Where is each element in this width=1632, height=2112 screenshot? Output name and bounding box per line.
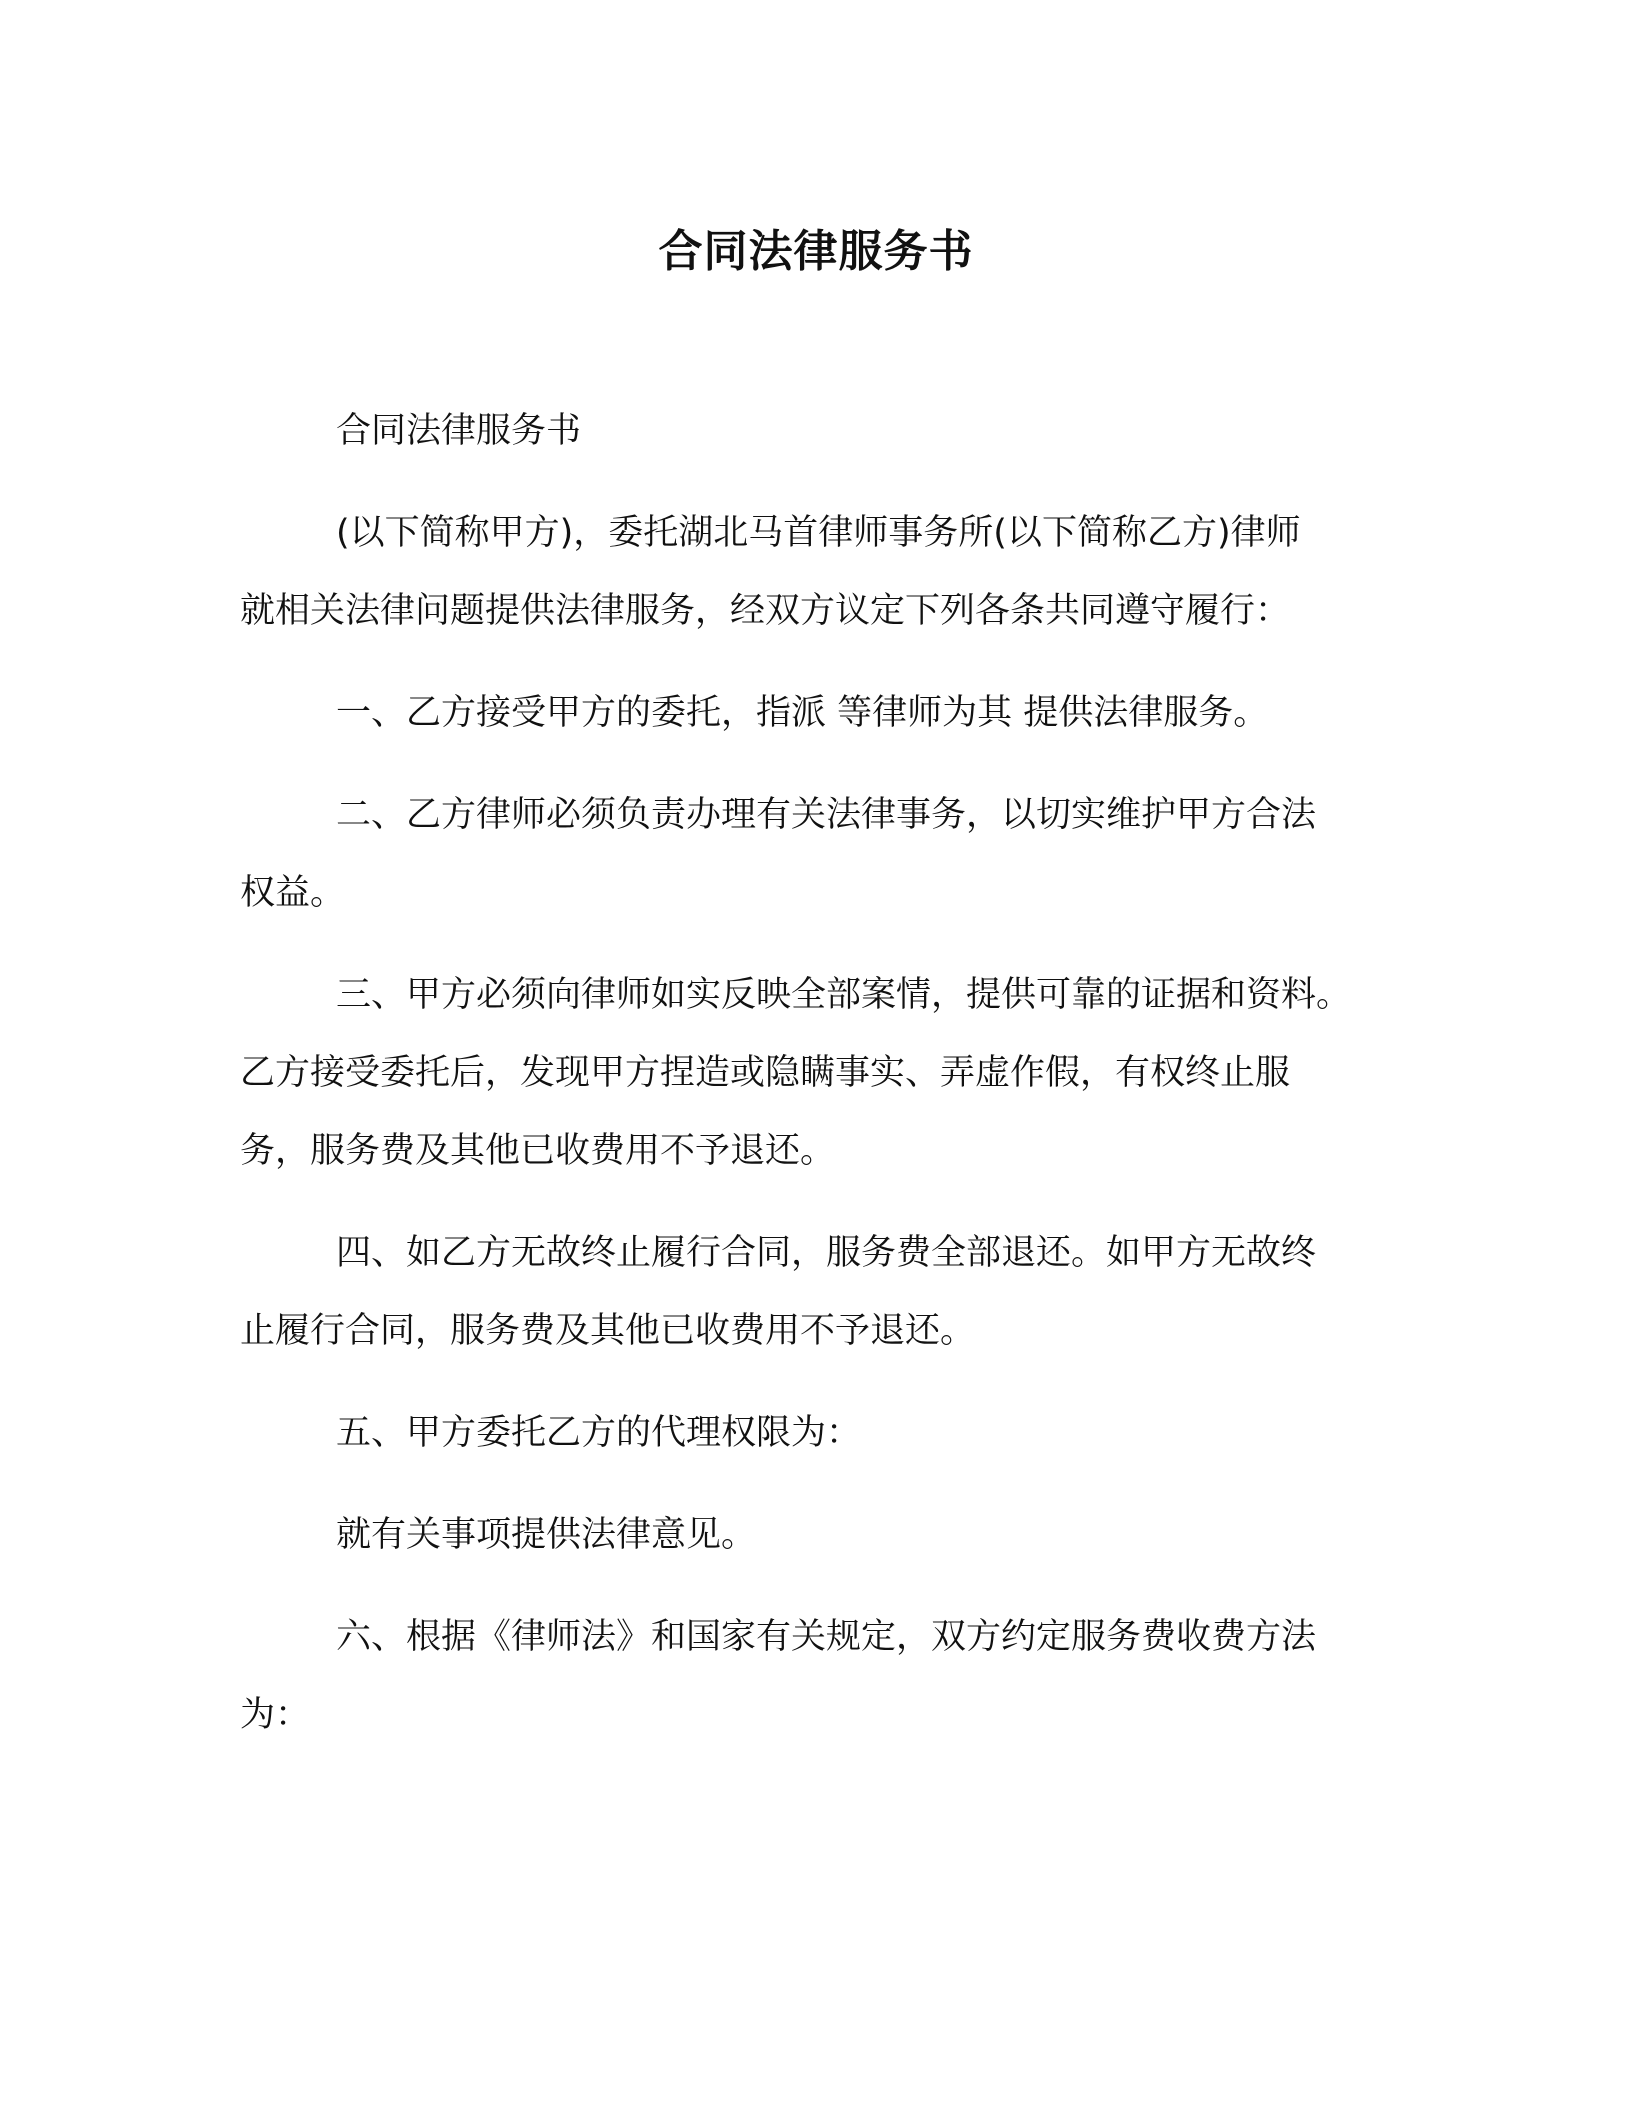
paragraph-clause-3: [240, 956, 1390, 1190]
paragraph-clause-6: [240, 1598, 1390, 1754]
paragraph-line: 止履行合同，服务费及其他已收费用不予退还。: [240, 1311, 976, 1351]
paragraph-line: 三、甲方必须向律师如实反映全部案情，提供可靠的证据和资料。: [336, 975, 1352, 1015]
paragraph-line: 务，服务费及其他已收费用不予退还。: [240, 1131, 836, 1171]
paragraph-line: 一、乙方接受甲方的委托，指派 等律师为其 提供法律服务。: [336, 693, 1269, 733]
paragraph-line: 二、乙方律师必须负责办理有关法律事务，以切实维护甲方合法: [336, 795, 1317, 835]
document-title: 合同法律服务书: [658, 226, 974, 277]
paragraph-clause-5: [240, 1394, 1390, 1472]
document-body: [240, 392, 1390, 1778]
paragraph-line: 权益。: [240, 873, 346, 913]
paragraph-heading: [240, 392, 1390, 470]
paragraph-line: 就有关事项提供法律意见。: [336, 1515, 757, 1555]
paragraph-line: 就相关法律问题提供法律服务，经双方议定下列各条共同遵守履行：: [240, 591, 1291, 631]
paragraph-line: (以下简称甲方)，委托湖北马首律师事务所(以下简称乙方)律师: [336, 513, 1301, 553]
paragraph-line: 五、甲方委托乙方的代理权限为：: [336, 1413, 862, 1453]
paragraph-clause-1: [240, 674, 1390, 752]
paragraph-line: 六、根据《律师法》和国家有关规定，双方约定服务费收费方法: [336, 1617, 1317, 1657]
paragraph-line: 为：: [240, 1695, 311, 1735]
paragraph-intro: [240, 494, 1390, 650]
paragraph-authority-detail: [240, 1496, 1390, 1574]
paragraph-clause-4: [240, 1214, 1390, 1370]
paragraph-line: 乙方接受委托后，发现甲方捏造或隐瞒事实、弄虚作假，有权终止服: [240, 1053, 1291, 1093]
paragraph-line: 合同法律服务书: [336, 411, 582, 451]
paragraph-line: 四、如乙方无故终止履行合同，服务费全部退还。如甲方无故终: [336, 1233, 1317, 1273]
paragraph-clause-2: [240, 776, 1390, 932]
